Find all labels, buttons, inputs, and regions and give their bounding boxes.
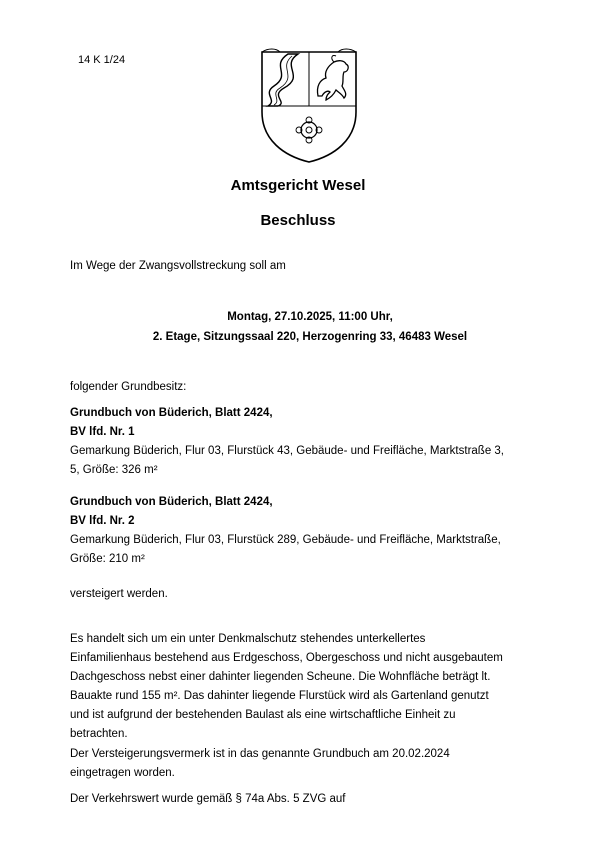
parcel-item: BV lfd. Nr. 2 — [70, 515, 135, 527]
parcel-description: 5, Größe: 326 m² — [70, 464, 158, 476]
description-line: Bauakte rund 155 m². Das dahinter liegende Flurstück wird als Gartenland genutzt — [70, 690, 489, 702]
description-line: Einfamilienhaus bestehend aus Erdgeschoss, Obergeschoss und nicht ausgebautem — [70, 652, 503, 664]
market-value-line: Der Verkehrswert wurde gemäß § 74a Abs. 5 ZVG auf — [70, 793, 346, 805]
auction-date: Montag, 27.10.2025, 11:00 Uhr, — [227, 311, 393, 323]
parcel-register: Grundbuch von Büderich, Blatt 2424, — [70, 496, 273, 508]
parcel-description: Größe: 210 m² — [70, 553, 145, 565]
registration-line: eingetragen worden. — [70, 767, 175, 779]
description-line: und ist aufgrund der bestehenden Baulast als eine wirtschaftliche Einheit zu — [70, 709, 456, 721]
registration-line: Der Versteigerungsvermerk ist in das genannte Grundbuch am 20.02.2024 — [70, 748, 450, 760]
description-line: Dachgeschoss nebst einer dahinter liegenden Scheune. Die Wohnfläche beträgt lt. — [70, 671, 491, 683]
parcel-1 — [70, 404, 540, 480]
parcel-item: BV lfd. Nr. 1 — [70, 426, 135, 438]
document-title: Beschluss — [260, 212, 336, 229]
nrw-coat-of-arms-icon — [258, 46, 360, 164]
parcel-2 — [70, 493, 540, 569]
parcel-description: Gemarkung Büderich, Flur 03, Flurstück 289, Gebäude- und Freifläche, Marktstraße, — [70, 534, 501, 546]
property-intro: folgender Grundbesitz: — [70, 381, 187, 393]
court-name: Amtsgericht Wesel — [230, 177, 366, 194]
description-line: Es handelt sich um ein unter Denkmalschutz stehendes unterkellertes — [70, 633, 426, 645]
parcel-description: Gemarkung Büderich, Flur 03, Flurstück 43, Gebäude- und Freifläche, Marktstraße 3, — [70, 445, 504, 457]
parcel-register: Grundbuch von Büderich, Blatt 2424, — [70, 407, 273, 419]
intro-text: Im Wege der Zwangsvollstreckung soll am — [70, 260, 286, 272]
description-line: betrachten. — [70, 728, 128, 740]
property-description — [70, 630, 540, 744]
auction-location: 2. Etage, Sitzungssaal 220, Herzogenring 33, 46483 Wesel — [152, 331, 468, 343]
case-reference: 14 K 1/24 — [78, 54, 126, 66]
auction-phrase: versteigert werden. — [70, 588, 168, 600]
registration-note — [70, 745, 540, 783]
